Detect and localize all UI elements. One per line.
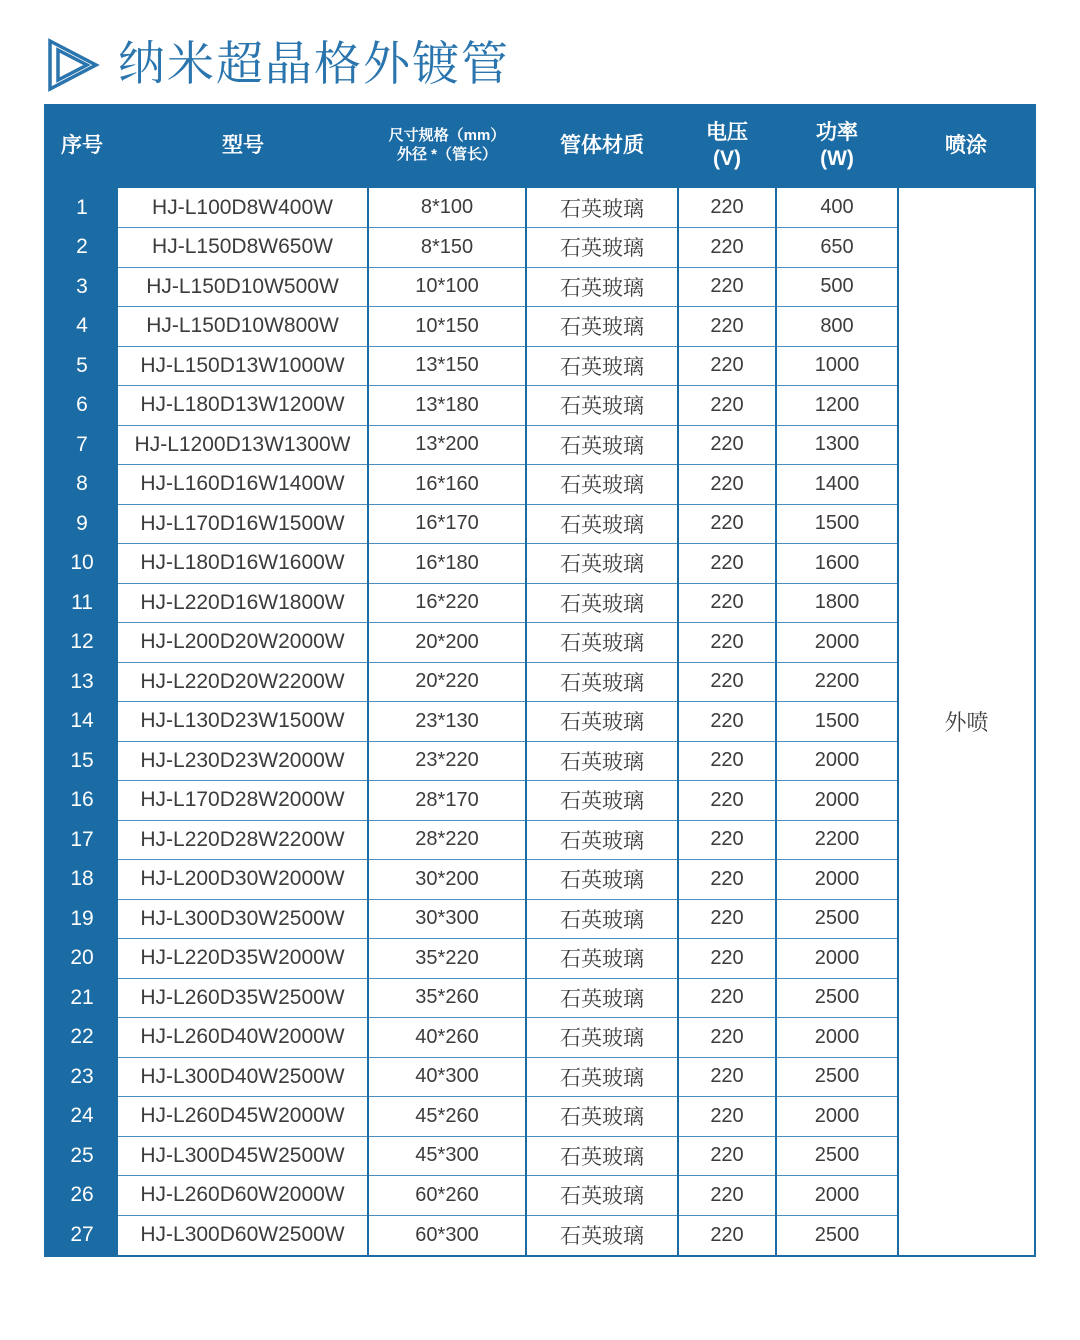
cell-model: HJ-L220D28W2200W <box>118 820 368 860</box>
cell-size: 35*260 <box>368 978 526 1018</box>
row-index: 22 <box>46 1018 118 1058</box>
cell-model: HJ-L300D40W2500W <box>118 1057 368 1097</box>
cell-model: HJ-L130D23W1500W <box>118 702 368 742</box>
cell-material: 石英玻璃 <box>526 1176 678 1216</box>
cell-voltage: 220 <box>678 386 776 426</box>
table-row <box>46 1215 1034 1255</box>
cell-power: 2500 <box>776 899 898 939</box>
row-index: 9 <box>46 504 118 544</box>
row-index: 13 <box>46 662 118 702</box>
cell-size: 16*180 <box>368 544 526 584</box>
cell-model: HJ-L150D10W800W <box>118 307 368 347</box>
play-triangle-icon <box>44 37 100 93</box>
col-header-size <box>368 104 526 188</box>
cell-voltage: 220 <box>678 583 776 623</box>
row-index: 4 <box>46 307 118 347</box>
col-header-spray <box>898 104 1034 188</box>
col-header-material-label: 管体材质 <box>560 133 644 157</box>
cell-voltage: 220 <box>678 1215 776 1255</box>
cell-material: 石英玻璃 <box>526 465 678 505</box>
row-index: 16 <box>46 781 118 821</box>
cell-model: HJ-L300D60W2500W <box>118 1215 368 1255</box>
col-header-no-label: 序号 <box>61 133 103 157</box>
cell-voltage: 220 <box>678 504 776 544</box>
cell-size: 28*170 <box>368 781 526 821</box>
table-header <box>46 104 1034 188</box>
cell-material: 石英玻璃 <box>526 860 678 900</box>
cell-voltage: 220 <box>678 425 776 465</box>
cell-model: HJ-L220D35W2000W <box>118 939 368 979</box>
page-title: 纳米超晶格外镀管 <box>118 36 510 90</box>
cell-size: 60*260 <box>368 1176 526 1216</box>
table-row <box>46 1176 1034 1216</box>
row-index: 2 <box>46 228 118 268</box>
row-index: 8 <box>46 465 118 505</box>
cell-power: 650 <box>776 228 898 268</box>
cell-size: 45*260 <box>368 1097 526 1137</box>
col-header-power-unit: (W) <box>820 147 854 170</box>
cell-material: 石英玻璃 <box>526 1018 678 1058</box>
cell-material: 石英玻璃 <box>526 1136 678 1176</box>
cell-material: 石英玻璃 <box>526 978 678 1018</box>
table-row <box>46 346 1034 386</box>
cell-voltage: 220 <box>678 623 776 663</box>
cell-material: 石英玻璃 <box>526 939 678 979</box>
cell-model: HJ-L260D45W2000W <box>118 1097 368 1137</box>
cell-size: 16*220 <box>368 583 526 623</box>
cell-power: 2200 <box>776 820 898 860</box>
cell-power: 1500 <box>776 504 898 544</box>
cell-power: 2000 <box>776 781 898 821</box>
cell-voltage: 220 <box>678 465 776 505</box>
table-row <box>46 188 1034 228</box>
cell-voltage: 220 <box>678 346 776 386</box>
cell-size: 28*220 <box>368 820 526 860</box>
cell-model: HJ-L220D20W2200W <box>118 662 368 702</box>
cell-size: 8*150 <box>368 228 526 268</box>
cell-material: 石英玻璃 <box>526 1057 678 1097</box>
cell-voltage: 220 <box>678 1097 776 1137</box>
cell-material: 石英玻璃 <box>526 228 678 268</box>
col-header-power-label: 功率 <box>816 120 858 144</box>
cell-material: 石英玻璃 <box>526 425 678 465</box>
cell-power: 1200 <box>776 386 898 426</box>
cell-material: 石英玻璃 <box>526 1215 678 1255</box>
table-row <box>46 267 1034 307</box>
row-index: 15 <box>46 741 118 781</box>
cell-size: 10*150 <box>368 307 526 347</box>
table-row <box>46 1018 1034 1058</box>
cell-material: 石英玻璃 <box>526 346 678 386</box>
cell-material: 石英玻璃 <box>526 188 678 228</box>
table-row <box>46 623 1034 663</box>
cell-material: 石英玻璃 <box>526 544 678 584</box>
row-index: 24 <box>46 1097 118 1137</box>
col-header-size-label: 尺寸规格（mm） <box>388 127 506 145</box>
cell-power: 1400 <box>776 465 898 505</box>
table-row <box>46 781 1034 821</box>
table-row <box>46 820 1034 860</box>
cell-size: 23*220 <box>368 741 526 781</box>
cell-model: HJ-L220D16W1800W <box>118 583 368 623</box>
cell-voltage: 220 <box>678 1057 776 1097</box>
cell-model: HJ-L150D13W1000W <box>118 346 368 386</box>
cell-power: 1300 <box>776 425 898 465</box>
table-row <box>46 583 1034 623</box>
page-header <box>0 0 1080 100</box>
cell-material: 石英玻璃 <box>526 583 678 623</box>
row-index: 5 <box>46 346 118 386</box>
cell-power: 2000 <box>776 1176 898 1216</box>
cell-material: 石英玻璃 <box>526 307 678 347</box>
cell-size: 16*160 <box>368 465 526 505</box>
cell-model: HJ-L150D10W500W <box>118 267 368 307</box>
row-index: 23 <box>46 1057 118 1097</box>
cell-voltage: 220 <box>678 1176 776 1216</box>
cell-material: 石英玻璃 <box>526 623 678 663</box>
table-header-row <box>46 104 1034 188</box>
row-index: 6 <box>46 386 118 426</box>
cell-power: 2500 <box>776 1136 898 1176</box>
cell-material: 石英玻璃 <box>526 781 678 821</box>
cell-model: HJ-L260D35W2500W <box>118 978 368 1018</box>
cell-model: HJ-L170D28W2000W <box>118 781 368 821</box>
table-row <box>46 307 1034 347</box>
cell-voltage: 220 <box>678 1018 776 1058</box>
cell-model: HJ-L1200D13W1300W <box>118 425 368 465</box>
cell-power: 1000 <box>776 346 898 386</box>
cell-voltage: 220 <box>678 899 776 939</box>
col-header-voltage-unit: (V) <box>713 147 741 170</box>
col-header-spray-label: 喷涂 <box>945 133 987 157</box>
row-index: 18 <box>46 860 118 900</box>
table-row <box>46 899 1034 939</box>
col-header-model-label: 型号 <box>222 133 264 157</box>
table-row <box>46 978 1034 1018</box>
cell-material: 石英玻璃 <box>526 267 678 307</box>
cell-material: 石英玻璃 <box>526 702 678 742</box>
col-header-power <box>776 104 898 188</box>
cell-voltage: 220 <box>678 267 776 307</box>
cell-model: HJ-L200D30W2000W <box>118 860 368 900</box>
cell-voltage: 220 <box>678 188 776 228</box>
col-header-no <box>46 104 118 188</box>
cell-size: 30*300 <box>368 899 526 939</box>
cell-size: 8*100 <box>368 188 526 228</box>
cell-size: 35*220 <box>368 939 526 979</box>
cell-power: 800 <box>776 307 898 347</box>
cell-power: 1600 <box>776 544 898 584</box>
cell-power: 2000 <box>776 860 898 900</box>
cell-size: 16*170 <box>368 504 526 544</box>
cell-material: 石英玻璃 <box>526 662 678 702</box>
row-index: 21 <box>46 978 118 1018</box>
table-body <box>46 188 1034 1255</box>
cell-voltage: 220 <box>678 1136 776 1176</box>
table-row <box>46 425 1034 465</box>
cell-power: 1800 <box>776 583 898 623</box>
cell-size: 20*220 <box>368 662 526 702</box>
col-header-model <box>118 104 368 188</box>
cell-model: HJ-L160D16W1400W <box>118 465 368 505</box>
row-index: 3 <box>46 267 118 307</box>
cell-power: 2500 <box>776 978 898 1018</box>
cell-size: 40*260 <box>368 1018 526 1058</box>
cell-model: HJ-L300D30W2500W <box>118 899 368 939</box>
table-row <box>46 860 1034 900</box>
spec-table <box>46 104 1034 1255</box>
cell-power: 2500 <box>776 1057 898 1097</box>
row-index: 26 <box>46 1176 118 1216</box>
cell-power: 2000 <box>776 623 898 663</box>
table-row <box>46 702 1034 742</box>
table-row <box>46 504 1034 544</box>
table-row <box>46 544 1034 584</box>
cell-model: HJ-L150D8W650W <box>118 228 368 268</box>
cell-voltage: 220 <box>678 662 776 702</box>
table-row <box>46 662 1034 702</box>
cell-size: 13*180 <box>368 386 526 426</box>
table-row <box>46 228 1034 268</box>
cell-voltage: 220 <box>678 820 776 860</box>
cell-size: 13*150 <box>368 346 526 386</box>
cell-power: 400 <box>776 188 898 228</box>
cell-material: 石英玻璃 <box>526 899 678 939</box>
cell-model: HJ-L300D45W2500W <box>118 1136 368 1176</box>
cell-power: 2500 <box>776 1215 898 1255</box>
cell-model: HJ-L100D8W400W <box>118 188 368 228</box>
cell-power: 2000 <box>776 1018 898 1058</box>
row-index: 7 <box>46 425 118 465</box>
table-row <box>46 465 1034 505</box>
cell-size: 45*300 <box>368 1136 526 1176</box>
col-header-material <box>526 104 678 188</box>
cell-voltage: 220 <box>678 702 776 742</box>
col-header-voltage-label: 电压 <box>706 120 748 144</box>
cell-size: 23*130 <box>368 702 526 742</box>
row-index: 14 <box>46 702 118 742</box>
cell-voltage: 220 <box>678 939 776 979</box>
cell-voltage: 220 <box>678 860 776 900</box>
row-index: 12 <box>46 623 118 663</box>
cell-material: 石英玻璃 <box>526 504 678 544</box>
cell-power: 500 <box>776 267 898 307</box>
row-index: 25 <box>46 1136 118 1176</box>
row-index: 10 <box>46 544 118 584</box>
cell-model: HJ-L230D23W2000W <box>118 741 368 781</box>
spec-table-container <box>44 104 1036 1257</box>
cell-voltage: 220 <box>678 544 776 584</box>
row-index: 27 <box>46 1215 118 1255</box>
cell-size: 40*300 <box>368 1057 526 1097</box>
cell-model: HJ-L200D20W2000W <box>118 623 368 663</box>
cell-model: HJ-L260D40W2000W <box>118 1018 368 1058</box>
col-header-voltage <box>678 104 776 188</box>
cell-power: 1500 <box>776 702 898 742</box>
cell-model: HJ-L180D13W1200W <box>118 386 368 426</box>
cell-voltage: 220 <box>678 741 776 781</box>
table-row <box>46 386 1034 426</box>
cell-voltage: 220 <box>678 228 776 268</box>
cell-model: HJ-L180D16W1600W <box>118 544 368 584</box>
cell-material: 石英玻璃 <box>526 1097 678 1137</box>
cell-voltage: 220 <box>678 978 776 1018</box>
cell-material: 石英玻璃 <box>526 820 678 860</box>
cell-material: 石英玻璃 <box>526 386 678 426</box>
cell-power: 2000 <box>776 939 898 979</box>
cell-power: 2000 <box>776 741 898 781</box>
cell-material: 石英玻璃 <box>526 741 678 781</box>
row-index: 11 <box>46 583 118 623</box>
cell-size: 20*200 <box>368 623 526 663</box>
cell-power: 2200 <box>776 662 898 702</box>
cell-size: 10*100 <box>368 267 526 307</box>
cell-voltage: 220 <box>678 307 776 347</box>
cell-voltage: 220 <box>678 781 776 821</box>
cell-size: 13*200 <box>368 425 526 465</box>
table-row <box>46 939 1034 979</box>
row-index: 19 <box>46 899 118 939</box>
cell-model: HJ-L170D16W1500W <box>118 504 368 544</box>
table-row <box>46 1097 1034 1137</box>
row-index: 20 <box>46 939 118 979</box>
table-row <box>46 1136 1034 1176</box>
row-index: 17 <box>46 820 118 860</box>
cell-model: HJ-L260D60W2000W <box>118 1176 368 1216</box>
table-row <box>46 741 1034 781</box>
cell-size: 60*300 <box>368 1215 526 1255</box>
cell-spray: 外喷 <box>898 188 1034 1255</box>
cell-power: 2000 <box>776 1097 898 1137</box>
table-row <box>46 1057 1034 1097</box>
cell-size: 30*200 <box>368 860 526 900</box>
col-header-size-sublabel: 外径 *（管长） <box>396 146 497 163</box>
row-index: 1 <box>46 188 118 228</box>
